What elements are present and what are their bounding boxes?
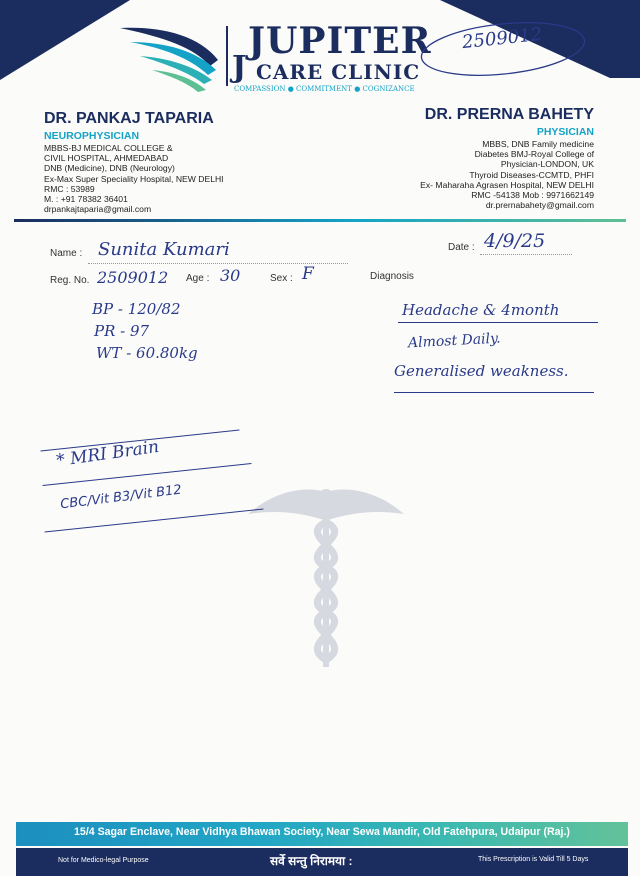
footer-motto: सर्वे सन्तु निरामया : [270,854,353,868]
doctor-left-line: MBBS-BJ MEDICAL COLLEGE & [44,143,173,153]
doctor-left-title: NEUROPHYSICIAN [44,130,140,142]
doctor-right-line: Ex- Maharaha Agrasen Hospital, NEW DELHI [420,179,594,190]
doctor-left-line: Ex-Max Super Speciality Hospital, NEW DELHI [44,173,224,184]
vital-wt: WT - 60.80kg [96,344,198,362]
clinic-name-line1: JUPITER [248,20,432,62]
date-label: Date : [448,242,475,253]
header-corner-left [0,0,130,80]
diagnosis-underline [398,322,598,323]
diagnosis-note: Almost Daily. [407,330,501,352]
clinic-logo-icon [118,20,228,95]
patient-name: Sunita Kumari [98,239,230,260]
doctor-left-name: DR. PANKAJ TAPARIA [44,110,214,127]
doctor-left-details [44,143,224,214]
doctor-right-line: MBBS, DNB Family medicine [482,139,594,149]
date-underline [480,254,572,255]
footer-address: 15/4 Sagar Enclave, Near Vidhya Bhawan Society, Near Sewa Mandir, Old Fatehpura, Udaipur (Raj.) [74,826,570,838]
vital-pr: PR - 97 [94,322,150,340]
diagnosis-label: Diagnosis [370,271,414,282]
date-value: 4/9/25 [484,230,546,252]
doctor-right-line: Physician-LONDON, UK [500,159,594,170]
doctor-right-line: Thyroid Diseases-CCMTD, PHFI [469,169,594,180]
doctor-left-line: DNB (Medicine), DNB (Neurology) [44,163,175,174]
diagnosis-note: Headache & 4month [402,301,560,319]
doctor-right-details [420,139,594,210]
doctor-left-line: RMC : 53989 [44,183,95,194]
clinic-name-j: J [232,50,247,85]
sex-label: Sex : [270,273,293,284]
doctor-left-line: CIVIL HOSPITAL, AHMEDABAD [44,153,169,164]
doctor-left-line: drpankajtaparia@gmail.com [44,204,152,215]
reg-stamp-number: 2509012 [461,23,544,54]
investigation-line [45,509,264,533]
investigation-blood: CBC/Vit B3/Vit B12 [59,482,183,513]
age-value: 30 [220,266,241,285]
footer-left-note: Not for Medico-legal Purpose [58,857,149,864]
clinic-tagline: COMPASSION ● COMMITMENT ● COGNIZANCE [234,85,415,93]
doctor-left-line: M. : +91 78382 36401 [44,194,128,205]
header-divider [14,219,626,222]
doctor-right-name: DR. PRERNA BAHETY [424,106,594,123]
logo-divider [226,26,228,86]
name-label: Name : [50,248,83,259]
vital-bp: BP - 120/82 [92,300,181,318]
diagnosis-note: Generalised weakness. [394,362,569,380]
sex-value: F [302,264,314,284]
reg-value: 2509012 [97,268,169,287]
clinic-name-line2: CARE CLINIC [256,60,421,84]
diagnosis-underline [394,392,594,393]
doctor-right-line: dr.prernabahety@gmail.com [485,200,594,211]
reg-label: Reg. No. [50,275,90,286]
age-label: Age : [186,273,210,284]
doctor-right-line: Diabetes BMJ-Royal College of [474,149,594,160]
doctor-right-title: PHYSICIAN [536,126,594,138]
caduceus-watermark-icon [246,482,406,672]
footer-right-note: This Prescription is Valid Till 5 Days [478,856,589,863]
doctor-right-line: RMC -54138 Mob : 9971662149 [471,190,594,201]
investigation-mri: * MRI Brain [55,436,161,472]
